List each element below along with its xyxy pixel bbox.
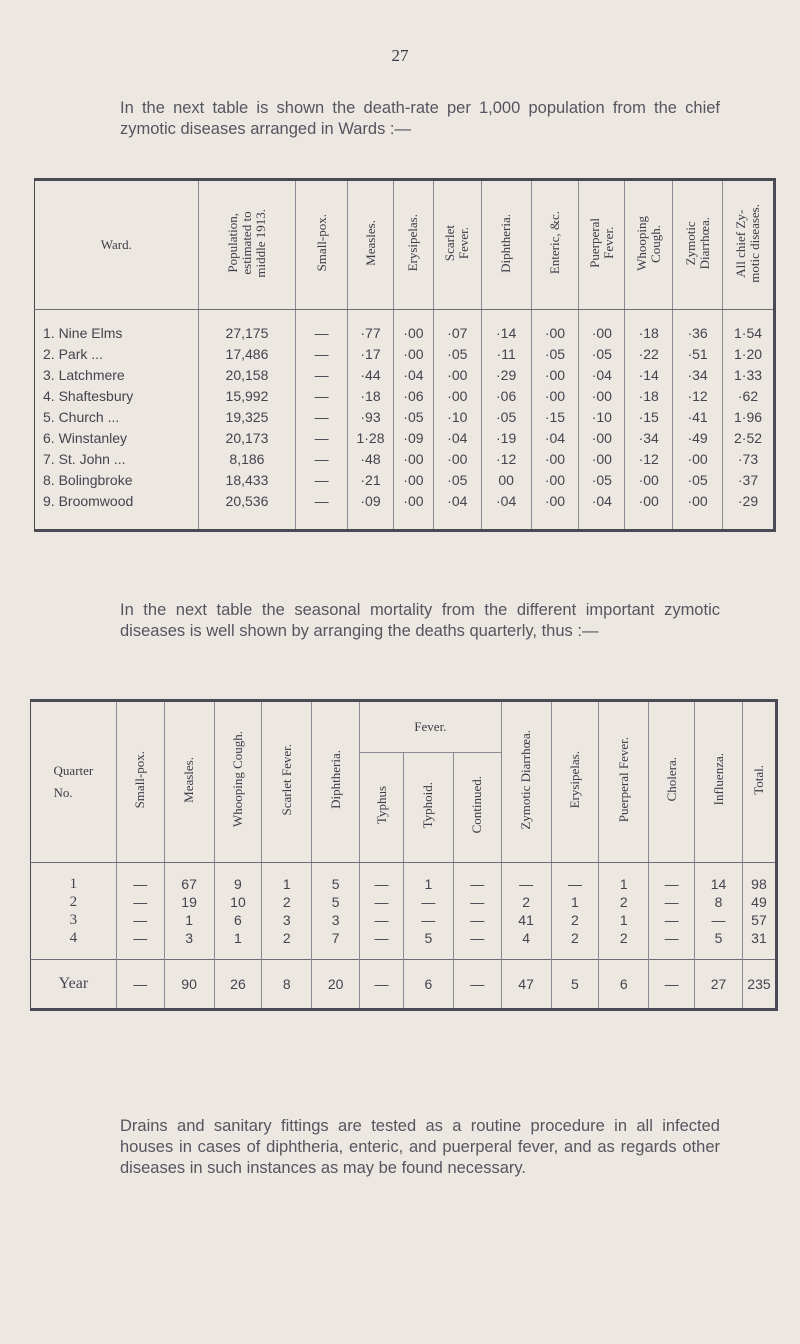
rate-cell: ·00 [625, 490, 673, 531]
header-ward: Ward. [35, 180, 199, 310]
header-cholera: Cholera. [649, 701, 695, 863]
deaths-cell: 4 [501, 929, 551, 960]
year-total-cell: 6 [599, 960, 649, 1010]
rate-cell: ·00 [531, 469, 579, 490]
rate-cell: ·18 [625, 310, 673, 344]
deaths-cell: 19 [164, 893, 214, 911]
ward-row [35, 310, 775, 344]
table2-header-row [31, 701, 777, 753]
deaths-cell: 1 [403, 863, 453, 894]
ward-name-cell: 8. Bolingbroke [35, 469, 199, 490]
rate-cell: 1·20 [734, 345, 763, 362]
rate-cell: ·05 [579, 343, 625, 364]
rate-cell: ·00 [393, 490, 433, 531]
rate-cell: ·14 [481, 310, 531, 344]
quarter-number-cell: 4 [31, 929, 117, 960]
year-total-cell: 5 [551, 960, 599, 1010]
header-enteric: Enteric, &c. [531, 180, 579, 310]
rate-cell: ·73 [737, 450, 759, 467]
quarter-row [31, 893, 777, 911]
deaths-cell: 8 [695, 893, 743, 911]
rate-cell: ·04 [433, 490, 481, 531]
deaths-cell: — [403, 911, 453, 929]
rate-cell: ·12 [673, 385, 723, 406]
quarter-row [31, 911, 777, 929]
ward-name-cell: 3. Latchmere [35, 364, 199, 385]
rate-cell: ·21 [348, 469, 394, 490]
deaths-cell: — [501, 863, 551, 894]
rate-cell: ·04 [531, 427, 579, 448]
header-puerperal-fever: Puerperal Fever. [599, 701, 649, 863]
rate-cell: ·00 [433, 448, 481, 469]
deaths-cell: 6 [214, 911, 262, 929]
rate-cell: ·48 [348, 448, 394, 469]
rate-cell: 8,186 [198, 448, 296, 469]
rate-cell: — [296, 364, 348, 385]
rate-cell: ·37 [737, 471, 759, 488]
year-label-cell: Year [31, 960, 117, 1010]
deaths-cell: 14 [695, 863, 743, 894]
ward-name-cell: 2. Park ... [35, 343, 199, 364]
rate-cell: ·00 [393, 343, 433, 364]
ward-row [35, 469, 775, 490]
rate-cell: ·34 [625, 427, 673, 448]
rate-cell: ·62 [737, 387, 759, 404]
deaths-cell: 1 [214, 929, 262, 960]
header-whooping-cough: Whooping Cough. [625, 180, 673, 310]
deaths-cell: — [551, 863, 599, 894]
year-total-cell: 6 [403, 960, 453, 1010]
rate-cell: ·00 [393, 310, 433, 344]
ward-name-cell: 6. Winstanley [35, 427, 199, 448]
deaths-cell: 2 [599, 929, 649, 960]
rate-cell: ·07 [433, 310, 481, 344]
rate-cell: ·05 [433, 343, 481, 364]
deaths-cell: — [649, 863, 695, 894]
deaths-cell: 1 [551, 893, 599, 911]
deaths-cell: 98 [751, 876, 767, 892]
rate-cell: ·14 [625, 364, 673, 385]
intro-paragraph-quarterly: In the next table the seasonal mortality from the different important zymotic diseases is well shown by arranging the deaths quarterly, thus :— [120, 601, 720, 640]
rate-cell: 1·96 [734, 408, 763, 425]
rate-cell: 20,173 [198, 427, 296, 448]
rate-cell: — [296, 469, 348, 490]
rate-cell: ·18 [348, 385, 394, 406]
rate-cell: ·00 [433, 364, 481, 385]
year-total-cell: 47 [501, 960, 551, 1010]
deaths-cell: 5 [403, 929, 453, 960]
header-total: Total. [742, 701, 776, 863]
header-measles: Measles. [348, 180, 394, 310]
quarterly-deaths-table [30, 699, 778, 1011]
year-total-cell: 235 [742, 960, 776, 1010]
deaths-cell: 41 [501, 911, 551, 929]
rate-cell: ·04 [481, 490, 531, 531]
deaths-cell: — [116, 911, 164, 929]
rate-cell: ·10 [579, 406, 625, 427]
deaths-cell: — [116, 929, 164, 960]
rate-cell: ·00 [579, 448, 625, 469]
deaths-cell: 5 [312, 893, 360, 911]
rate-cell: 1·33 [734, 366, 763, 383]
header-smallpox: Small-pox. [296, 180, 348, 310]
year-total-row [31, 960, 777, 1010]
rate-cell: ·00 [579, 310, 625, 344]
header-fever: Fever. [360, 701, 502, 753]
deaths-cell: — [360, 893, 404, 911]
header-erysipelas: Erysipelas. [393, 180, 433, 310]
deaths-cell: — [453, 911, 501, 929]
rate-cell: ·09 [393, 427, 433, 448]
rate-cell: ·34 [673, 364, 723, 385]
quarter-row [31, 863, 777, 894]
year-total-cell: 8 [262, 960, 312, 1010]
deaths-cell: 2 [262, 893, 312, 911]
deaths-cell: — [116, 893, 164, 911]
header-diphtheria: Diphtheria. [481, 180, 531, 310]
rate-cell: ·19 [481, 427, 531, 448]
rate-cell: ·04 [433, 427, 481, 448]
year-total-cell: 20 [312, 960, 360, 1010]
year-total-cell: 90 [164, 960, 214, 1010]
deaths-cell: — [649, 929, 695, 960]
deaths-cell: 2 [599, 893, 649, 911]
quarter-number-cell: 3 [31, 911, 117, 929]
rate-cell: ·29 [481, 364, 531, 385]
header-quarter: Quarter No. [31, 701, 117, 863]
deaths-cell: 31 [751, 930, 767, 946]
rate-cell: 27,175 [198, 310, 296, 344]
deaths-cell: — [453, 863, 501, 894]
deaths-cell: 1 [599, 911, 649, 929]
rate-cell: — [296, 385, 348, 406]
rate-cell: ·00 [531, 364, 579, 385]
rate-cell: ·04 [579, 490, 625, 531]
rate-cell: ·12 [481, 448, 531, 469]
header-measles: Measles. [164, 701, 214, 863]
table1-header-row [35, 180, 775, 310]
deaths-cell: — [403, 893, 453, 911]
rate-cell: ·00 [579, 385, 625, 406]
header-continued: Continued. [453, 753, 501, 863]
deaths-cell: — [360, 929, 404, 960]
deaths-cell: 10 [214, 893, 262, 911]
rate-cell: — [296, 310, 348, 344]
rate-cell: ·05 [673, 469, 723, 490]
rate-cell: 19,325 [198, 406, 296, 427]
deaths-cell: — [360, 863, 404, 894]
rate-cell: 1·54 [734, 324, 763, 341]
rate-cell: ·12 [625, 448, 673, 469]
rate-cell: ·04 [579, 364, 625, 385]
rate-cell: ·05 [579, 469, 625, 490]
deaths-cell: 3 [164, 929, 214, 960]
deaths-cell: 2 [551, 911, 599, 929]
ward-row [35, 490, 775, 531]
rate-cell: ·04 [393, 364, 433, 385]
rate-cell: ·51 [673, 343, 723, 364]
ward-row [35, 343, 775, 364]
rate-cell: ·00 [673, 490, 723, 531]
rate-cell: 15,992 [198, 385, 296, 406]
rate-cell: ·00 [673, 448, 723, 469]
rate-cell: ·00 [531, 448, 579, 469]
quarter-row [31, 929, 777, 960]
header-whooping-cough: Whooping Cough. [214, 701, 262, 863]
deaths-cell: 3 [262, 911, 312, 929]
deaths-cell: 1 [599, 863, 649, 894]
rate-cell: ·05 [481, 406, 531, 427]
rate-cell: ·00 [393, 448, 433, 469]
deaths-cell: 49 [751, 894, 767, 910]
rate-cell: ·93 [348, 406, 394, 427]
rate-cell: ·36 [673, 310, 723, 344]
rate-cell: — [296, 343, 348, 364]
quarter-number-cell: 2 [31, 893, 117, 911]
rate-cell: 1·28 [348, 427, 394, 448]
deaths-cell: 3 [312, 911, 360, 929]
header-scarlet-fever: Scarlet Fever. [262, 701, 312, 863]
deaths-cell: 5 [695, 929, 743, 960]
ward-name-cell: 4. Shaftesbury [35, 385, 199, 406]
rate-cell: — [296, 406, 348, 427]
ward-death-rate-table [34, 178, 776, 532]
year-total-cell: — [649, 960, 695, 1010]
deaths-cell: 7 [312, 929, 360, 960]
rate-cell: ·00 [531, 385, 579, 406]
header-typhoid: Typhoid. [403, 753, 453, 863]
page-number: 27 [391, 46, 409, 65]
rate-cell: ·11 [481, 343, 531, 364]
rate-cell: — [296, 490, 348, 531]
header-erysipelas: Erysipelas. [551, 701, 599, 863]
deaths-cell: — [453, 893, 501, 911]
rate-cell: — [296, 448, 348, 469]
ward-name-cell: 9. Broomwood [35, 490, 199, 531]
rate-cell: ·00 [531, 490, 579, 531]
rate-cell: ·15 [625, 406, 673, 427]
rate-cell: ·17 [348, 343, 394, 364]
year-total-cell: — [453, 960, 501, 1010]
rate-cell: 17,486 [198, 343, 296, 364]
quarter-number-cell: 1 [31, 863, 117, 894]
rate-cell: ·06 [393, 385, 433, 406]
deaths-cell: 67 [164, 863, 214, 894]
deaths-cell: 2 [551, 929, 599, 960]
rate-cell: ·05 [433, 469, 481, 490]
header-scarlet-fever: Scarlet Fever. [433, 180, 481, 310]
deaths-cell: 5 [312, 863, 360, 894]
rate-cell: ·05 [531, 343, 579, 364]
header-puerperal-fever: Puerperal Fever. [579, 180, 625, 310]
year-total-cell: — [116, 960, 164, 1010]
deaths-cell: 1 [262, 863, 312, 894]
intro-paragraph-wards: In the next table is shown the death-rate per 1,000 population from the chief zymotic diseases arranged in Wards :— [120, 99, 720, 138]
ward-name-cell: 5. Church ... [35, 406, 199, 427]
rate-cell: 20,158 [198, 364, 296, 385]
ward-row [35, 448, 775, 469]
ward-row [35, 385, 775, 406]
rate-cell: ·05 [393, 406, 433, 427]
closing-paragraph-drains: Drains and sanitary fittings are tested as a routine procedure in all infected houses in cases of diphtheria, enteric, and puerperal fever, and as regards other diseases in such instances as may be found necessary. [120, 1117, 720, 1177]
header-population: Population, estimated to middle 1913. [198, 180, 296, 310]
year-total-cell: 26 [214, 960, 262, 1010]
header-zymotic-diarrhoea: Zymotic Diarrhœa. [673, 180, 723, 310]
deaths-cell: — [649, 911, 695, 929]
ward-name-cell: 7. St. John ... [35, 448, 199, 469]
rate-cell: ·22 [625, 343, 673, 364]
rate-cell: ·00 [579, 427, 625, 448]
header-smallpox: Small-pox. [116, 701, 164, 863]
rate-cell: ·44 [348, 364, 394, 385]
deaths-cell: — [695, 911, 743, 929]
rate-cell: ·10 [433, 406, 481, 427]
header-influenza: Influenza. [695, 701, 743, 863]
rate-cell: — [296, 427, 348, 448]
year-total-cell: — [360, 960, 404, 1010]
rate-cell: ·41 [673, 406, 723, 427]
deaths-cell: 1 [164, 911, 214, 929]
rate-cell: 20,536 [198, 490, 296, 531]
rate-cell: ·49 [673, 427, 723, 448]
rate-cell: ·15 [531, 406, 579, 427]
deaths-cell: 9 [214, 863, 262, 894]
rate-cell: ·00 [625, 469, 673, 490]
rate-cell: ·29 [737, 493, 759, 509]
ward-name-cell: 1. Nine Elms [35, 310, 199, 344]
ward-row [35, 364, 775, 385]
deaths-cell: 57 [751, 912, 767, 928]
rate-cell: ·00 [531, 310, 579, 344]
deaths-cell: 2 [262, 929, 312, 960]
rate-cell: ·09 [348, 490, 394, 531]
rate-cell: ·06 [481, 385, 531, 406]
rate-cell: 2·52 [734, 429, 763, 446]
header-all-zymotic: All chief Zy- motic diseases. [723, 180, 775, 310]
header-zymotic-diarrhoea: Zymotic Diarrhœa. [501, 701, 551, 863]
rate-cell: ·00 [433, 385, 481, 406]
deaths-cell: — [453, 929, 501, 960]
deaths-cell: — [649, 893, 695, 911]
year-total-cell: 27 [695, 960, 743, 1010]
deaths-cell: — [116, 863, 164, 894]
rate-cell: 00 [481, 469, 531, 490]
deaths-cell: 2 [501, 893, 551, 911]
header-diphtheria: Diphtheria. [312, 701, 360, 863]
rate-cell: ·18 [625, 385, 673, 406]
ward-row [35, 427, 775, 448]
rate-cell: 18,433 [198, 469, 296, 490]
ward-row [35, 406, 775, 427]
header-typhus: Typhus [360, 753, 404, 863]
rate-cell: ·77 [348, 310, 394, 344]
rate-cell: ·00 [393, 469, 433, 490]
deaths-cell: — [360, 911, 404, 929]
